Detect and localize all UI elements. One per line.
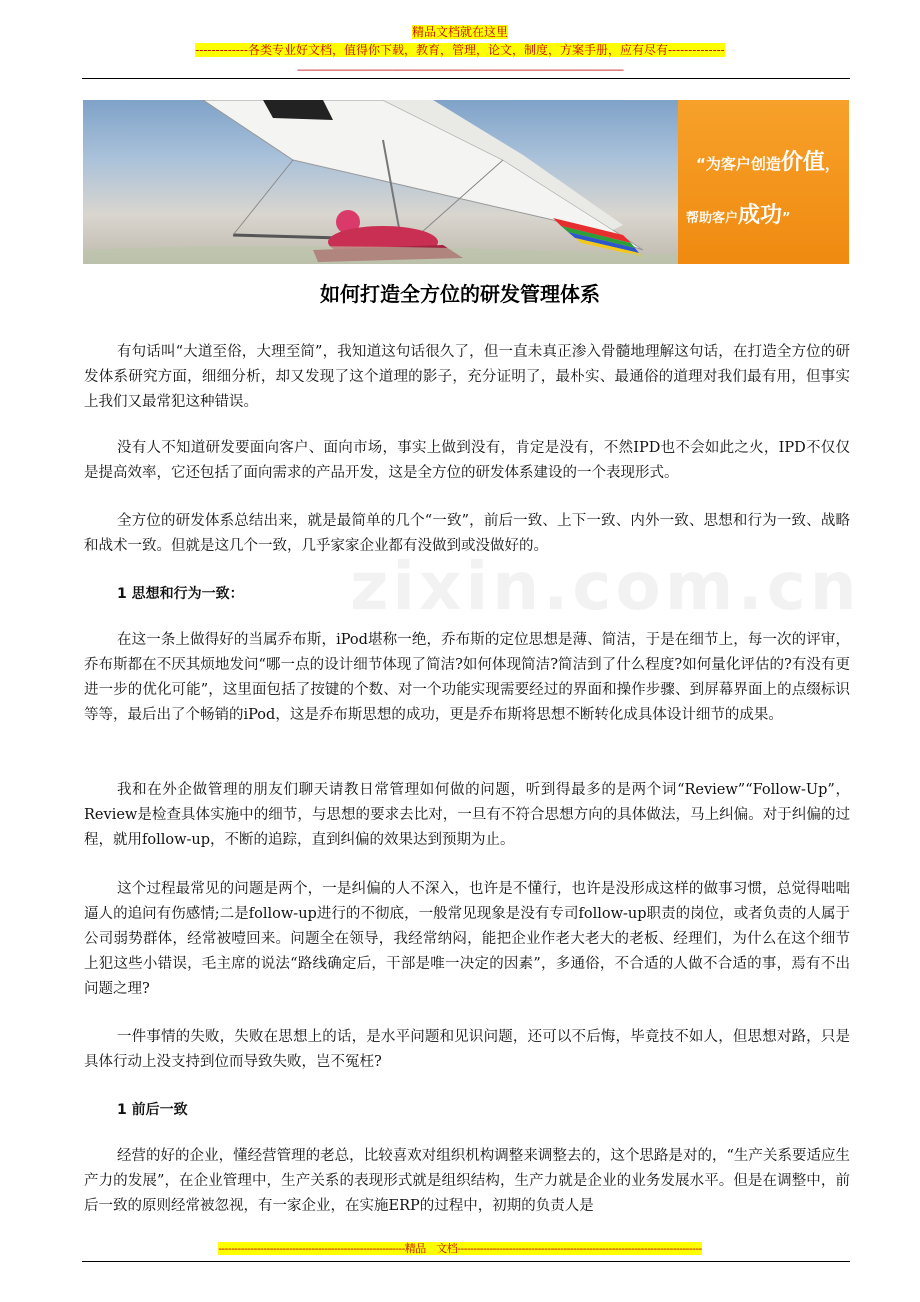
- page-title: 如何打造全方位的研发管理体系: [320, 282, 600, 306]
- paragraph: 一件事情的失败，失败在思想上的话，是水平问题和见识问题，还可以不后悔，毕竟技不如人，但思想对路，只是具体行动上没支持到位而导致失败，岂不冤枉?: [84, 1029, 850, 1070]
- paragraph: 有句话叫“大道至俗，大理至简”，我知道这句话很久了，但一直未真正渗入骨髓地理解这句话，在打造全方位的研发体系研究方面，细细分析，却又发现了这个道理的影子，充分证明了，最朴实、最通俗的道理对我们最有用，但事实上我们又最常犯这种错误。: [84, 344, 850, 410]
- section-heading: 1 前后一致: [117, 1102, 188, 1118]
- header-rule: [82, 78, 850, 79]
- section-heading: 1 思想和行为一致：: [117, 586, 244, 602]
- footer-banner: ----------------------------------------------------------精品 文档----------------------------------------------------------------------------: [218, 1242, 702, 1255]
- header-line-1: 精品文档就在这里: [411, 25, 508, 39]
- header-line-3: -----------------------------------------------------------------------------------------------------------------------------------------: [297, 65, 623, 76]
- paragraph: 经营的好的企业，懂经营管理的老总，比较喜欢对组织机构调整来调整去的，这个思路是对的，“生产关系要适应生产力的发展”，在企业管理中，生产关系的表现形式就是组织结构，生产力就是企业的业务发展水平。但是在调整中，前后一致的原则经常被忽视，有一家企业，在实施ERP的过程中，初期的负责人是: [84, 1148, 850, 1214]
- watermark: zixin.com.cn: [350, 548, 861, 625]
- paragraph: 没有人不知道研发要面向客户、面向市场，事实上做到没有，肯定是没有，不然IPD也不会如此之火，IPD不仅仅是提高效率，它还包括了面向需求的产品开发，这是全方位的研发体系建设的一个表现形式。: [84, 440, 850, 481]
- slogan-line-1: “为客户创造价值，: [696, 150, 840, 175]
- paragraph: 这个过程最常见的问题是两个，一是纠偏的人不深入，也许是不懂行，也许是没形成这样的做事习惯，总觉得咄咄逼人的追问有伤感情;二是follow-up进行的不彻底，一般常见现象是没有专司follow-up职责的岗位，或者负责的人属于公司弱势群体，经常被噎回来。问题全在领导，我经常纳闷，能把企业作老大老大的老板、经理们，为什么在这个细节上犯这些小错误，毛主席的说法“路线确定后，干部是唯一决定的因素”，多通俗，不合适的人做不合适的事，焉有不出问题之理?: [84, 881, 850, 997]
- header-line-2: -------------各类专业好文档，值得你下载，教育，管理，论文，制度，方案手册，应有尽有--------------: [195, 43, 725, 57]
- footer-rule: [82, 1261, 850, 1262]
- paragraph: 在这一条上做得好的当属乔布斯，iPod堪称一绝，乔布斯的定位思想是薄、简洁，于是在细节上，每一次的评审，乔布斯都在不厌其烦地发问“哪一点的设计细节体现了简洁?如何体现简洁?简洁到了什么程度?如何量化评估的?有没有更进一步的优化可能”，这里面包括了按键的个数、对一个功能实现需要经过的界面和操作步骤、到屏幕界面上的点缀标识等等，最后出了个畅销的iPod，这是乔布斯思想的成功，更是乔布斯将思想不断转化成具体设计细节的成果。: [84, 632, 850, 723]
- slogan-line-2: 帮助客户成功”: [686, 203, 791, 228]
- banner-image: [83, 100, 849, 264]
- paragraph: 全方位的研发体系总结出来，就是最简单的几个“一致”，前后一致、上下一致、内外一致、思想和行为一致、战略和战术一致。但就是这几个一致，几乎家家企业都有没做到或没做好的。: [84, 513, 850, 554]
- paragraph: 我和在外企做管理的朋友们聊天请教日常管理如何做的问题，听到得最多的是两个词“Review”“Follow-Up”，Review是检查具体实施中的细节，与思想的要求去比对，一旦有不符合思想方向的具体做法，马上纠偏。对于纠偏的过程，就用follow-up，不断的追踪，直到纠偏的效果达到预期为止。: [84, 782, 850, 848]
- banner-slogan-panel: [678, 100, 849, 264]
